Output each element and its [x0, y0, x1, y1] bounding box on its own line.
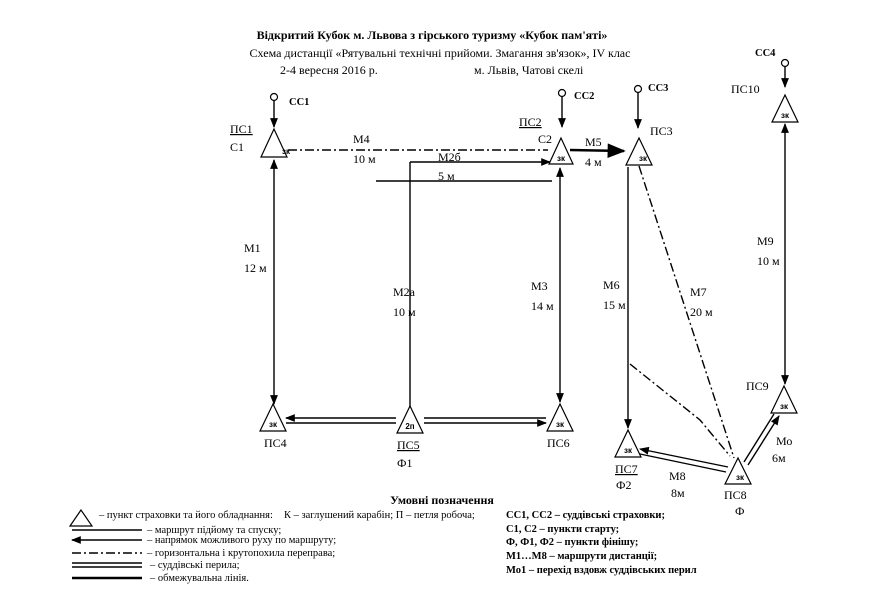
station-ps3-mark: зк: [639, 154, 647, 163]
header-location: м. Львів, Чатові скелі: [474, 63, 584, 77]
judge-point-cc4: [755, 48, 789, 87]
legend-item-point: – пункт страховки та його обладнання:: [99, 510, 273, 521]
legend-item-crossing: – горизонтальна і крутопохила переправа;: [147, 548, 336, 559]
route-mo-length: 6м: [772, 451, 786, 465]
route-m2b-length: 5 м: [438, 169, 455, 183]
station-ps2: [519, 115, 573, 164]
judge-point-cc1: [271, 94, 310, 128]
route-m9-length: 10 м: [757, 254, 780, 268]
handrail-ps4-ps5: [286, 418, 396, 423]
route-m9-name: М9: [757, 234, 774, 248]
station-ps2-start: С2: [538, 132, 553, 146]
station-ps8-mark: зк: [736, 473, 744, 482]
legend-item-point-detail: К – заглушений карабін; П – петля робоча;: [284, 510, 475, 521]
route-m5-name: М5: [585, 135, 602, 149]
station-ps10-name: ПС10: [731, 82, 760, 96]
header-title: Відкритий Кубок м. Львова з гірського туризму «Кубок пам'яті»: [256, 28, 608, 42]
route-m4-length: 10 м: [353, 152, 376, 166]
judge-point-cc1-label: СС1: [289, 97, 310, 108]
station-ps4-mark: зк: [269, 420, 277, 429]
legend-right-transfer: Мо1 – перехід вздовж суддівських перил: [506, 565, 697, 576]
station-ps8-finish: Ф: [735, 504, 745, 518]
judge-point-cc4-label: СС4: [755, 48, 776, 59]
judge-point-cc2: [559, 90, 595, 128]
route-m2b-name: М2б: [438, 150, 461, 164]
route-m1: [244, 160, 274, 404]
legend-item-handrail: – суддівські перила;: [150, 560, 240, 571]
station-ps9-mark: зк: [780, 402, 788, 411]
station-ps7: [615, 430, 641, 492]
header-subtitle: Схема дистанції «Рятувальні технічні прийоми. Змагання зв'язок», IV клас: [249, 46, 631, 60]
route-m6-length: 15 м: [603, 298, 626, 312]
route-m2a-name: М2а: [393, 285, 415, 299]
route-m8-name: М8: [669, 469, 686, 483]
route-m7: [630, 166, 734, 458]
route-m1-length: 12 м: [244, 261, 267, 275]
route-m4: [288, 132, 548, 166]
legend-right-judges: СС1, СС2 – суддівські страховки;: [506, 510, 665, 521]
legend-right-start: С1, С2 – пункти старту;: [506, 524, 620, 535]
route-m3: [531, 168, 560, 402]
station-ps10: [731, 82, 798, 122]
judge-point-cc3: [635, 83, 669, 128]
station-ps5-name: ПС5: [397, 438, 420, 452]
station-ps4: [260, 404, 287, 450]
station-ps1-name: ПС1: [230, 122, 253, 136]
station-ps6: [547, 404, 573, 450]
route-m8-length: 8м: [671, 486, 685, 500]
station-ps7-name: ПС7: [615, 462, 638, 476]
station-ps7-mark: зк: [624, 446, 632, 455]
station-ps5: [397, 406, 423, 470]
route-m7-length: 20 м: [690, 305, 713, 319]
station-ps3: [626, 124, 673, 165]
legend-title: Умовні позначення: [390, 493, 494, 507]
route-m8: [640, 449, 728, 500]
legend: [70, 493, 697, 584]
header-dates: 2-4 вересня 2016 р.: [280, 63, 378, 77]
station-ps7-finish: Ф2: [616, 478, 632, 492]
station-ps9-name: ПС9: [746, 379, 769, 393]
route-mo: [744, 414, 792, 465]
station-ps6-name: ПС6: [547, 436, 570, 450]
station-ps3-name: ПС3: [650, 124, 673, 138]
route-m5-length: 4 м: [585, 155, 602, 169]
route-m9: [757, 124, 785, 384]
station-ps1-mark: зк: [282, 147, 290, 156]
route-mo-name: Мо: [776, 434, 793, 448]
route-m3-name: М3: [531, 279, 548, 293]
station-ps10-mark: зк: [781, 111, 789, 120]
legend-item-direction: – напрямок можливого руху по маршруту;: [147, 535, 337, 546]
route-m4-name: М4: [353, 132, 370, 146]
station-ps8-name: ПС8: [724, 488, 747, 502]
station-ps2-name: ПС2: [519, 115, 542, 129]
route-m5: [570, 135, 624, 169]
route-m7-name: М7: [690, 285, 707, 299]
station-ps5-finish: Ф1: [397, 456, 413, 470]
legend-item-route: – маршрут підйому та спуску;: [147, 525, 282, 536]
station-ps2-mark: зк: [557, 154, 565, 163]
station-ps1: [230, 122, 291, 157]
station-ps4-name: ПС4: [264, 436, 287, 450]
station-ps6-mark: зк: [556, 420, 564, 429]
legend-right-finish: Ф, Ф1, Ф2 – пункти фінішу;: [506, 537, 639, 548]
station-ps9: [746, 379, 797, 413]
station-ps8: [724, 458, 751, 518]
route-m6-name: М6: [603, 278, 620, 292]
judge-point-cc2-label: СС2: [574, 91, 595, 102]
station-ps1-start: С1: [230, 140, 245, 154]
legend-point-icon: [70, 510, 92, 526]
route-m2a-length: 10 м: [393, 305, 416, 319]
route-m6: [603, 167, 628, 428]
route-m2b: [376, 150, 552, 183]
legend-right-routes: М1…М8 – маршрути дистанції;: [506, 551, 658, 562]
route-m2a: [393, 162, 416, 408]
legend-item-limit: – обмежувальна лінія.: [150, 573, 249, 584]
judge-point-cc3-label: СС3: [648, 83, 669, 94]
station-ps5-mark: 2п: [405, 422, 415, 431]
route-m3-length: 14 м: [531, 299, 554, 313]
handrail-ps5-ps6: [424, 418, 546, 423]
route-m1-name: М1: [244, 241, 261, 255]
